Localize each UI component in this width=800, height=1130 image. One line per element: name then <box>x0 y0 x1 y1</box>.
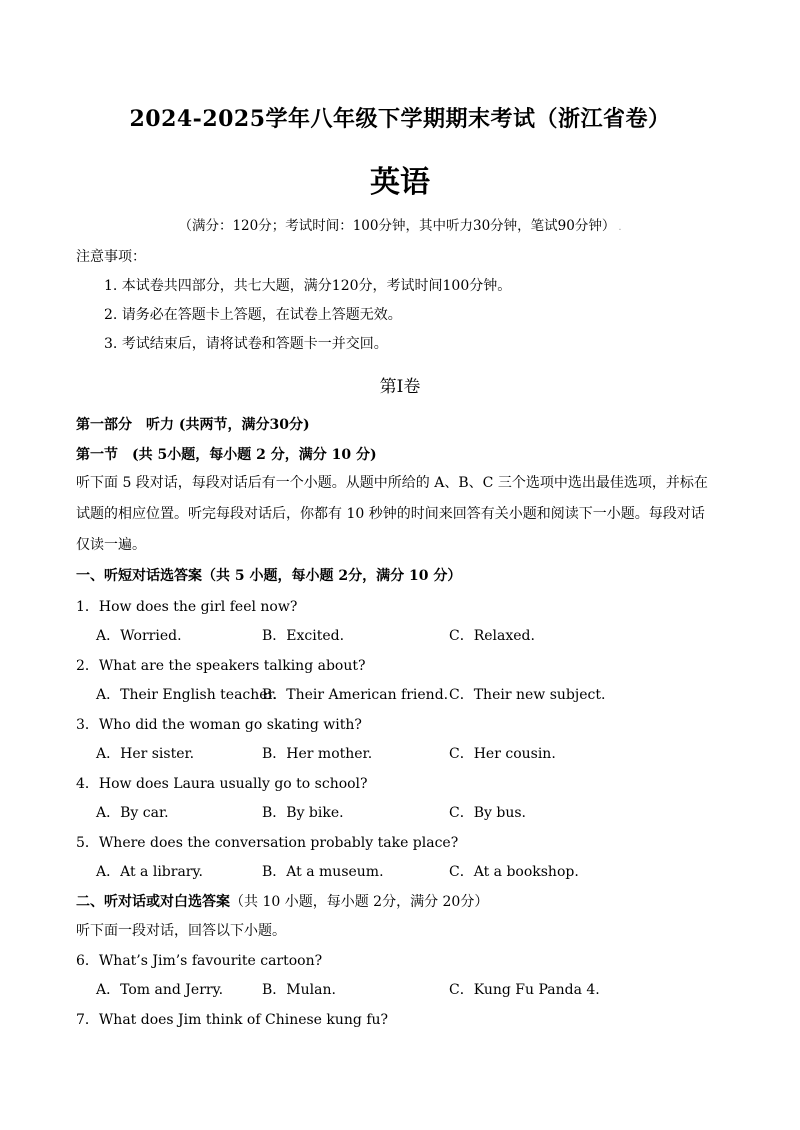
group1-heading: 一、听短对话选答案（共 5 小题，每小题 2分，满分 10 分） <box>76 568 462 584</box>
question-2-option-b: B．Their American friend. <box>262 687 449 703</box>
notice-item-1: 1. 本试卷共四部分，共七大题，满分120分，考试时间100分钟。 <box>104 278 512 294</box>
instruction-line-2: 试题的相应位置。听完每段对话后，你都有 10 秒钟的时间来回答有关小题和阅读下一小题。每段对话 <box>76 506 705 522</box>
question-4-stem: 4．How does Laura usually go to school? <box>76 776 368 792</box>
group2-intro: 听下面一段对话，回答以下小题。 <box>76 923 286 939</box>
instruction-line-1: 听下面 5 段对话，每段对话后有一个小题。从题中所给的 A、B、C 三个选项中选出最佳选项，并标在 <box>76 475 708 491</box>
question-3-option-a: A．Her sister. <box>96 746 195 762</box>
question-3-option-c: C．Her cousin. <box>449 746 556 762</box>
question-3-option-b: B．Her mother. <box>262 746 373 762</box>
question-2-stem: 2．What are the speakers talking about? <box>76 658 366 674</box>
question-1-option-c: C．Relaxed. <box>449 628 535 644</box>
question-7-stem: 7．What does Jim think of Chinese kung fu? <box>76 1012 389 1028</box>
question-6-option-b: B．Mulan. <box>262 982 336 998</box>
section1-instructions <box>76 468 726 561</box>
format-mark: . <box>618 222 622 233</box>
question-5-option-b: B．At a museum. <box>262 864 384 880</box>
question-4-option-c: C．By bus. <box>449 805 526 821</box>
volume-heading: 第I卷 <box>379 377 421 397</box>
question-4-option-a: A．By car. <box>96 805 169 821</box>
question-6-option-c: C．Kung Fu Panda 4. <box>449 982 600 998</box>
question-1-option-a: A．Worried. <box>96 628 182 644</box>
subject-title: 英语 <box>370 165 430 200</box>
question-2-option-a: A．Their English teacher. <box>96 687 278 703</box>
question-6-stem: 6．What’s Jim’s favourite cartoon? <box>76 953 323 969</box>
question-5-stem: 5．Where does the conversation probably take place? <box>76 835 459 851</box>
group2-heading <box>76 891 488 911</box>
question-4-option-b: B．By bike. <box>262 805 344 821</box>
group2-heading-rest: （共 10 小题，每小题 2分，满分 20分） <box>230 894 489 910</box>
section1-heading: 第一节 (共 5小题，每小题 2 分，满分 10 分) <box>76 447 377 463</box>
question-6-option-a: A．Tom and Jerry. <box>96 982 224 998</box>
part1-heading: 第一部分 听力 (共两节，满分30分) <box>76 417 310 433</box>
notice-heading: 注意事项： <box>76 249 146 265</box>
exam-info <box>0 214 800 234</box>
notice-item-2: 2. 请务必在答题卡上答题，在试卷上答题无效。 <box>104 307 402 323</box>
notice-item-3: 3. 考试结束后，请将试卷和答题卡一并交回。 <box>104 336 388 352</box>
question-1-stem: 1．How does the girl feel now? <box>76 599 298 615</box>
group2-heading-bold: 二、听对话或对白选答案 <box>76 894 230 910</box>
question-2-option-c: C．Their new subject. <box>449 687 606 703</box>
question-5-option-a: A．At a library. <box>96 864 203 880</box>
question-1-option-b: B．Excited. <box>262 628 345 644</box>
instruction-line-3: 仅读一遍。 <box>76 537 146 553</box>
question-5-option-c: C．At a bookshop. <box>449 864 579 880</box>
exam-title: 2024-2025学年八年级下学期期末考试（浙江省卷） <box>129 106 671 132</box>
exam-info-text: （满分：120分；考试时间：100分钟，其中听力30分钟，笔试90分钟） <box>178 218 616 234</box>
question-3-stem: 3．Who did the woman go skating with? <box>76 717 362 733</box>
